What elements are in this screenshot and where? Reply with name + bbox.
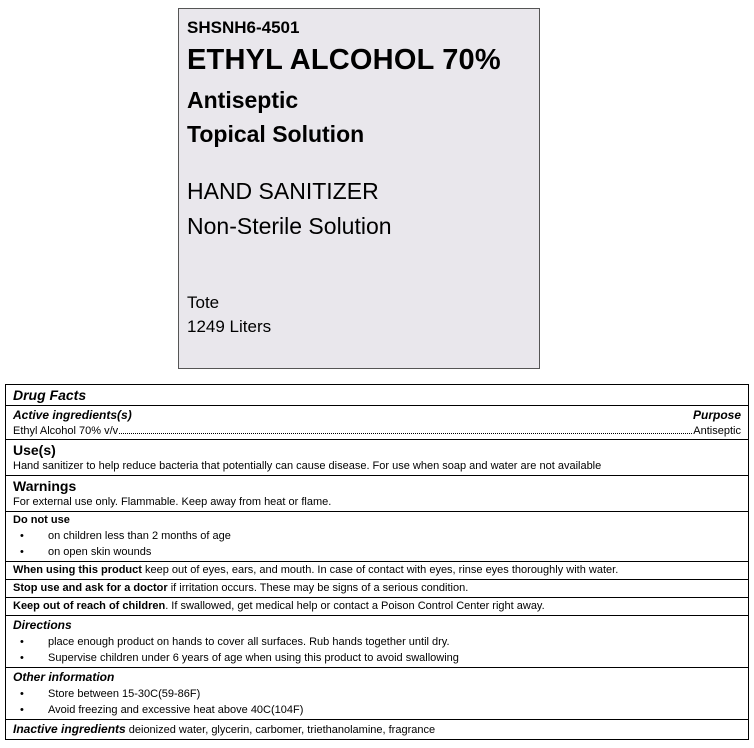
directions-list [13, 634, 741, 666]
inactive-ingredients-label: Inactive ingredients [13, 722, 126, 736]
drug-facts-title: Drug Facts [13, 387, 87, 403]
list-item: • Avoid freezing and excessive heat above 40C(104F) [13, 702, 741, 718]
drug-facts-panel [5, 384, 749, 740]
when-using-label: When using this product [13, 564, 142, 576]
stop-use-label: Stop use and ask for a doctor [13, 582, 168, 594]
list-item: • place enough product on hands to cover all surfaces. Rub hands together until dry. [13, 634, 741, 650]
product-code: SHSNH6-4501 [187, 18, 300, 37]
active-purpose: Antiseptic [693, 425, 741, 437]
when-using-section [6, 561, 748, 579]
do-not-use-section [6, 511, 748, 561]
list-item: • Supervise children under 6 years of age when using this product to avoid swallowing [13, 650, 741, 666]
uses-header: Use(s) [13, 442, 56, 458]
warnings-section [6, 475, 748, 511]
container-type: Tote [187, 293, 220, 312]
active-ingredients-section [6, 405, 748, 439]
dot-leader [119, 433, 692, 434]
directions-header: Directions [13, 618, 72, 632]
product-subtitle: Topical Solution [187, 121, 365, 147]
list-item: • on open skin wounds [13, 544, 741, 560]
drug-facts-title-row [6, 385, 748, 405]
uses-text: Hand sanitizer to help reduce bacteria that potentially can cause disease. For use when soap and water are not available [13, 460, 602, 472]
inactive-ingredients-text: deionized water, glycerin, carbomer, triethanolamine, fragrance [125, 724, 436, 736]
list-item: • on children less than 2 months of age [13, 528, 741, 544]
inactive-ingredients-section [6, 719, 748, 739]
directions-section [6, 615, 748, 667]
warnings-header: Warnings [13, 478, 77, 494]
keep-out-text: . If swallowed, get medical help or contact a Poison Control Center right away. [165, 600, 545, 612]
product-name: ETHYL ALCOHOL 70% [187, 44, 501, 76]
active-ingredients-header: Active ingredients(s) [13, 408, 132, 422]
product-type: Non-Sterile Solution [187, 213, 392, 239]
stop-use-text: if irritation occurs. These may be signs of a serious condition. [167, 582, 469, 594]
keep-out-section [6, 597, 748, 615]
keep-out-label: Keep out of reach of children [13, 600, 166, 612]
active-ingredient-line [13, 424, 741, 438]
list-item: • Store between 15-30C(59-86F) [13, 686, 741, 702]
container-volume: 1249 Liters [187, 317, 272, 336]
uses-section [6, 439, 748, 475]
when-using-text: keep out of eyes, ears, and mouth. In case of contact with eyes, rinse eyes thoroughly with water. [141, 564, 619, 576]
stop-use-section [6, 579, 748, 597]
do-not-use-header: Do not use [13, 514, 70, 526]
other-information-section [6, 667, 748, 719]
warnings-text: For external use only. Flammable. Keep away from heat or flame. [13, 496, 332, 508]
product-type: HAND SANITIZER [187, 178, 379, 204]
product-label [178, 8, 540, 369]
product-subtitle: Antiseptic [187, 87, 299, 113]
other-information-header: Other information [13, 670, 115, 684]
do-not-use-list [13, 528, 741, 560]
other-information-list [13, 686, 741, 718]
active-ingredient: Ethyl Alcohol 70% v/v [13, 425, 119, 437]
purpose-header: Purpose [692, 408, 741, 422]
